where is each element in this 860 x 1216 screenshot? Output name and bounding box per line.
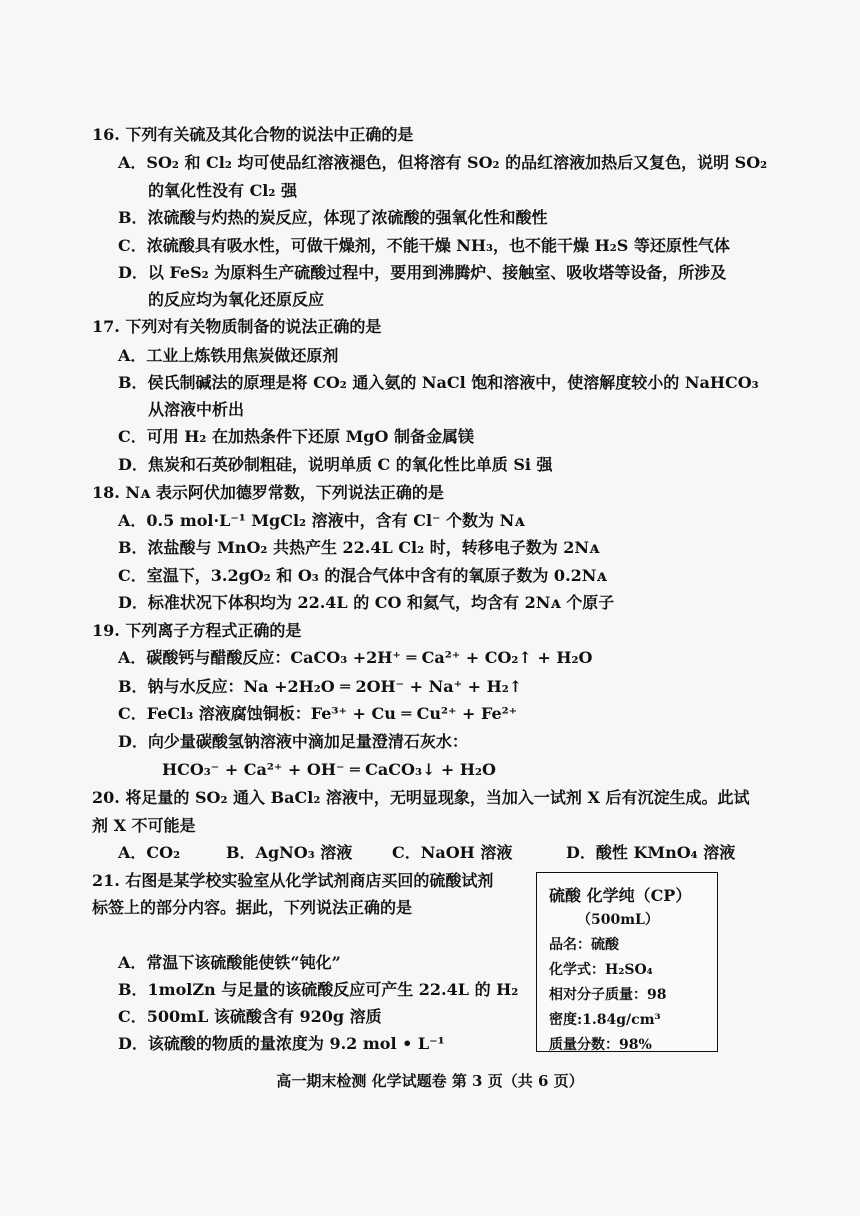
q16-option-c: C．浓硫酸具有吸水性，可做干燥剂，不能干燥 NH₃，也不能干燥 H₂S 等还原性气体 [118,236,730,255]
q17-option-c: C．可用 H₂ 在加热条件下还原 MgO 制备金属镁 [118,427,474,446]
reagent-label-name: 品名：硫酸 [549,937,619,953]
q17-option-b-cont: 从溶液中析出 [148,400,245,419]
q19-option-d-equation: HCO₃⁻ + Ca²⁺ + OH⁻ ═ CaCO₃↓ + H₂O [162,760,496,779]
q20-stem-cont: 剂 X 不可能是 [92,816,196,835]
q21-option-c: C．500mL 该硫酸含有 920g 溶质 [118,1007,382,1026]
q21-stem: 21. 右图是某学校实验室从化学试剂商店买回的硫酸试剂 [92,871,494,890]
reagent-label-density: 密度:1.84g/cm³ [549,1012,661,1028]
q21-stem-cont: 标签上的部分内容。据此，下列说法正确的是 [92,898,413,917]
q20-option-b: B．AgNO₃ 溶液 [226,843,353,862]
q19-option-b: B．钠与水反应：Na +2H₂O ═ 2OH⁻ + Na⁺ + H₂↑ [118,677,523,696]
reagent-label-title: 硫酸 化学纯（CP） [549,886,692,905]
q17-option-d: D．焦炭和石英砂制粗硅，说明单质 C 的氧化性比单质 Si 强 [118,455,553,474]
q21-option-a: A．常温下该硫酸能使铁“钝化” [118,953,341,972]
q17-stem: 17. 下列对有关物质制备的说法正确的是 [92,317,382,336]
q16-option-a: A．SO₂ 和 Cl₂ 均可使品红溶液褪色，但将溶有 SO₂ 的品红溶液加热后又复色，说明 SO₂ [118,153,768,172]
page-footer: 高一期末检测 化学试题卷 第 3 页（共 6 页） [276,1072,584,1090]
q18-option-a: A．0.5 mol·L⁻¹ MgCl₂ 溶液中，含有 Cl⁻ 个数为 Nᴀ [118,511,525,530]
reagent-label-mass-fraction: 质量分数：98% [549,1037,652,1053]
q19-option-d: D．向少量碳酸氢钠溶液中滴加足量澄清石灰水： [118,732,468,751]
q21-option-d: D．该硫酸的物质的量浓度为 9.2 mol • L⁻¹ [118,1034,445,1053]
q17-option-a: A．工业上炼铁用焦炭做还原剂 [118,346,339,365]
q20-option-c: C．NaOH 溶液 [392,843,513,862]
q18-option-d: D．标准状况下体积均为 22.4L 的 CO 和氦气，均含有 2Nᴀ 个原子 [118,593,615,612]
q17-option-b: B．侯氏制碱法的原理是将 CO₂ 通入氨的 NaCl 饱和溶液中，使溶解度较小的 NaHCO₃ [118,373,759,392]
q19-option-c: C．FeCl₃ 溶液腐蚀铜板：Fe³⁺ + Cu ═ Cu²⁺ + Fe²⁺ [118,704,518,723]
reagent-label-formula: 化学式：H₂SO₄ [549,962,653,978]
q16-option-b: B．浓硫酸与灼热的炭反应，体现了浓硫酸的强氧化性和酸性 [118,208,548,227]
q20-stem: 20. 将足量的 SO₂ 通入 BaCl₂ 溶液中，无明显现象，当加入一试剂 X 后有沉淀生成。此试 [92,788,750,807]
q18-stem: 18. Nᴀ 表示阿伏加德罗常数，下列说法正确的是 [92,483,444,502]
reagent-label-molar-mass: 相对分子质量：98 [549,987,667,1003]
q18-option-b: B．浓盐酸与 MnO₂ 共热产生 22.4L Cl₂ 时，转移电子数为 2Nᴀ [118,538,600,557]
q21-option-b: B．1molZn 与足量的该硫酸反应可产生 22.4L 的 H₂ [118,980,519,999]
q19-option-a: A．碳酸钙与醋酸反应：CaCO₃ +2H⁺ ═ Ca²⁺ + CO₂↑ + H₂O [118,648,593,667]
reagent-label [536,872,718,1052]
q16-stem: 16. 下列有关硫及其化合物的说法中正确的是 [92,125,414,144]
reagent-label-volume: （500mL） [577,912,659,928]
q16-option-a-cont: 的氧化性没有 Cl₂ 强 [148,181,297,200]
q18-option-c: C．室温下，3.2gO₂ 和 O₃ 的混合气体中含有的氧原子数为 0.2Nᴀ [118,566,607,585]
q16-option-d-cont: 的反应均为氧化还原反应 [148,290,325,309]
q20-option-d: D．酸性 KMnO₄ 溶液 [566,843,736,862]
q19-stem: 19. 下列离子方程式正确的是 [92,621,302,640]
q16-option-d: D．以 FeS₂ 为原料生产硫酸过程中，要用到沸腾炉、接触室、吸收塔等设备，所涉及 [118,263,727,282]
q20-option-a: A．CO₂ [118,843,181,862]
